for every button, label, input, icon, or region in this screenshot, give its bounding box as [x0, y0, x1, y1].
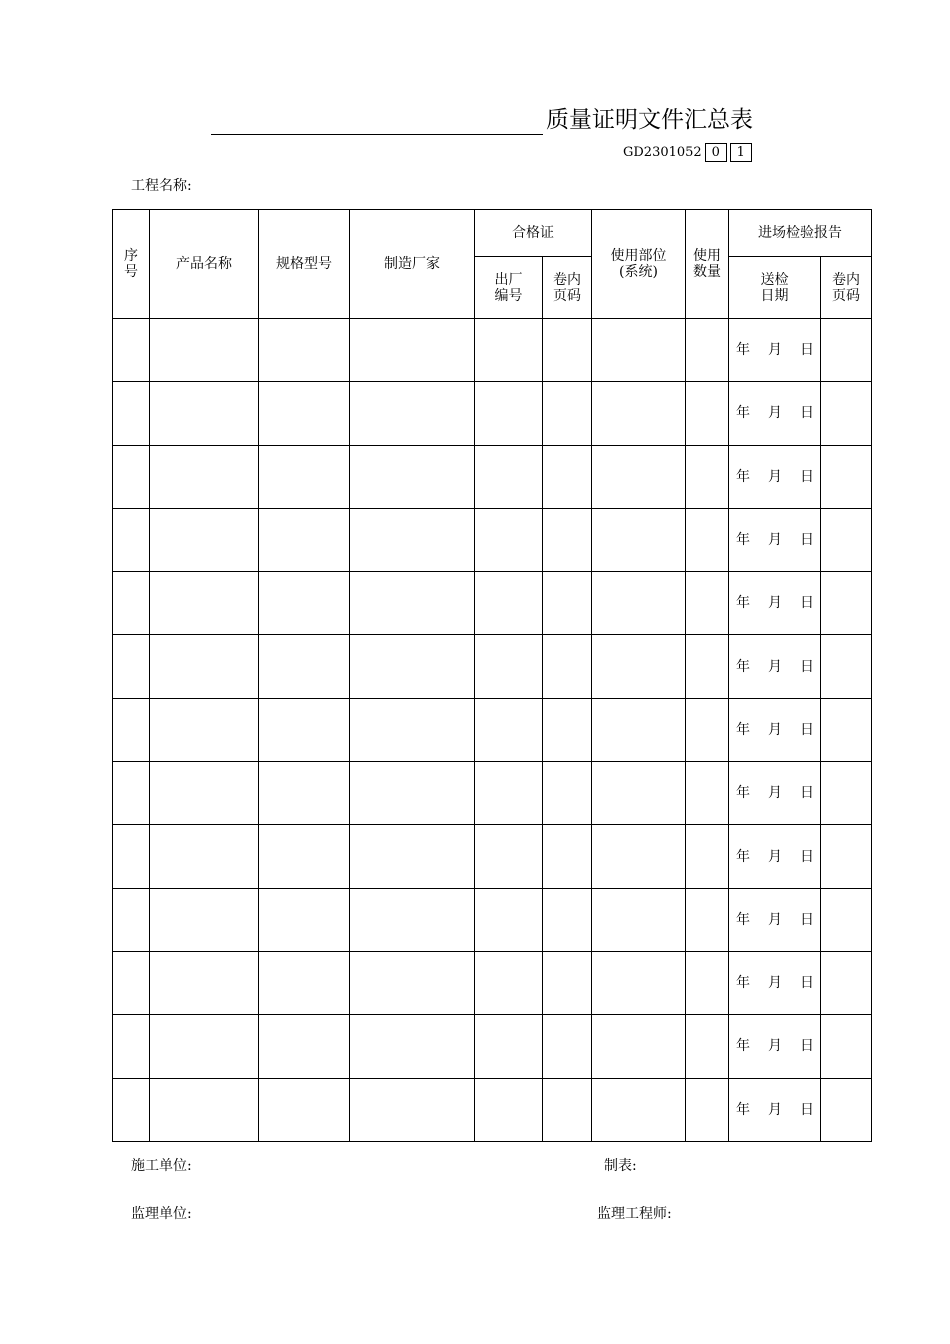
cell-spec[interactable]: [259, 888, 350, 951]
date-day: 日: [800, 405, 814, 422]
cell-report-page[interactable]: [821, 445, 872, 508]
cell-seq[interactable]: [113, 445, 150, 508]
date-placeholder: [729, 405, 820, 421]
cell-report-page[interactable]: [821, 1078, 872, 1141]
cell-usage[interactable]: [592, 698, 686, 761]
construction-unit-label: 施工单位:: [131, 1158, 192, 1174]
date-placeholder: [729, 849, 820, 865]
date-month: 月: [768, 975, 782, 992]
cell-usage[interactable]: [592, 951, 686, 1014]
cell-seq[interactable]: [113, 572, 150, 635]
header-spec: 规格型号: [259, 210, 350, 319]
header-cert-page: [543, 257, 592, 319]
date-month: 月: [768, 1101, 782, 1118]
cell-cert-page[interactable]: [543, 319, 592, 382]
cell-cert-page[interactable]: [543, 698, 592, 761]
date-placeholder: [729, 912, 820, 928]
cell-usage[interactable]: [592, 888, 686, 951]
cell-usage[interactable]: [592, 508, 686, 571]
form-code-box-2: 1: [730, 143, 752, 162]
cell-cert-no[interactable]: [475, 1078, 543, 1141]
cell-cert-no[interactable]: [475, 319, 543, 382]
date-day: 日: [800, 342, 814, 359]
cell-qty[interactable]: [686, 572, 729, 635]
cell-qty[interactable]: [686, 1078, 729, 1141]
cell-cert-no[interactable]: [475, 762, 543, 825]
cell-product[interactable]: [150, 825, 259, 888]
table-row: [113, 445, 872, 508]
table-row: [113, 951, 872, 1014]
form-code: [623, 143, 752, 162]
cell-spec[interactable]: [259, 382, 350, 445]
form-code-box-1: 0: [705, 143, 727, 162]
cell-product[interactable]: [150, 1015, 259, 1078]
date-year: 年: [736, 1038, 750, 1055]
cell-qty[interactable]: [686, 508, 729, 571]
cell-cert-page[interactable]: [543, 825, 592, 888]
date-placeholder: [729, 975, 820, 991]
cell-spec[interactable]: [259, 508, 350, 571]
cell-report-page[interactable]: [821, 951, 872, 1014]
date-day: 日: [800, 658, 814, 675]
cell-spec[interactable]: [259, 572, 350, 635]
header-product: 产品名称: [150, 210, 259, 319]
cell-product[interactable]: [150, 698, 259, 761]
date-placeholder: [729, 469, 820, 485]
cell-product[interactable]: [150, 572, 259, 635]
cell-product[interactable]: [150, 762, 259, 825]
cell-usage[interactable]: [592, 572, 686, 635]
cell-product[interactable]: [150, 888, 259, 951]
header-report-page: [821, 257, 872, 319]
cell-usage[interactable]: [592, 445, 686, 508]
page-title: 质量证明文件汇总表: [546, 107, 753, 133]
cell-seq[interactable]: [113, 508, 150, 571]
cell-cert-no[interactable]: [475, 635, 543, 698]
date-year: 年: [736, 595, 750, 612]
cell-qty[interactable]: [686, 319, 729, 382]
cell-report-page[interactable]: [821, 319, 872, 382]
cell-usage[interactable]: [592, 1015, 686, 1078]
cell-qty[interactable]: [686, 951, 729, 1014]
cell-qty[interactable]: [686, 635, 729, 698]
cell-product[interactable]: [150, 635, 259, 698]
cell-qty[interactable]: [686, 762, 729, 825]
date-month: 月: [768, 785, 782, 802]
date-placeholder: [729, 1038, 820, 1054]
cell-seq[interactable]: [113, 382, 150, 445]
cell-product[interactable]: [150, 1078, 259, 1141]
cell-report-date[interactable]: [729, 319, 821, 382]
cell-seq[interactable]: [113, 1078, 150, 1141]
cell-usage[interactable]: [592, 319, 686, 382]
cell-seq[interactable]: [113, 888, 150, 951]
table-row: [113, 572, 872, 635]
date-year: 年: [736, 1101, 750, 1118]
cell-cert-no[interactable]: [475, 382, 543, 445]
date-placeholder: [729, 532, 820, 548]
cell-spec[interactable]: [259, 951, 350, 1014]
cell-qty[interactable]: [686, 1015, 729, 1078]
cell-maker[interactable]: [350, 508, 475, 571]
cell-qty[interactable]: [686, 382, 729, 445]
date-placeholder: [729, 342, 820, 358]
table-row: [113, 508, 872, 571]
cell-report-date[interactable]: [729, 572, 821, 635]
title-blank-line: [211, 134, 543, 135]
project-name-label: 工程名称:: [131, 178, 192, 194]
cell-report-date[interactable]: [729, 445, 821, 508]
cell-cert-no[interactable]: [475, 508, 543, 571]
date-month: 月: [768, 911, 782, 928]
cell-qty[interactable]: [686, 445, 729, 508]
date-month: 月: [768, 1038, 782, 1055]
cell-report-date[interactable]: [729, 698, 821, 761]
cell-report-date[interactable]: [729, 825, 821, 888]
summary-table: [112, 209, 872, 1142]
cell-usage[interactable]: [592, 762, 686, 825]
table-row: [113, 1015, 872, 1078]
cell-seq[interactable]: [113, 825, 150, 888]
date-placeholder: [729, 659, 820, 675]
cell-maker[interactable]: [350, 1015, 475, 1078]
cell-cert-page[interactable]: [543, 508, 592, 571]
cell-spec[interactable]: [259, 1015, 350, 1078]
cell-usage[interactable]: [592, 1078, 686, 1141]
cell-spec[interactable]: [259, 445, 350, 508]
cell-product[interactable]: [150, 508, 259, 571]
cell-cert-no[interactable]: [475, 951, 543, 1014]
cell-report-page[interactable]: [821, 698, 872, 761]
date-placeholder: [729, 785, 820, 801]
cell-report-date[interactable]: [729, 1078, 821, 1141]
date-day: 日: [800, 595, 814, 612]
cell-maker[interactable]: [350, 319, 475, 382]
date-day: 日: [800, 1101, 814, 1118]
date-year: 年: [736, 658, 750, 675]
cell-cert-no[interactable]: [475, 445, 543, 508]
date-day: 日: [800, 532, 814, 549]
cell-maker[interactable]: [350, 1078, 475, 1141]
cell-maker[interactable]: [350, 382, 475, 445]
cell-product[interactable]: [150, 382, 259, 445]
cell-spec[interactable]: [259, 698, 350, 761]
cell-cert-no[interactable]: [475, 825, 543, 888]
cell-report-date[interactable]: [729, 635, 821, 698]
cell-maker[interactable]: [350, 572, 475, 635]
header-maker: 制造厂家: [350, 210, 475, 319]
cell-report-page[interactable]: [821, 572, 872, 635]
date-year: 年: [736, 405, 750, 422]
cell-maker[interactable]: [350, 951, 475, 1014]
cell-maker[interactable]: [350, 825, 475, 888]
supervising-engineer-label: 监理工程师:: [597, 1206, 672, 1222]
cell-report-page[interactable]: [821, 762, 872, 825]
header-report-page-text: 卷内页码: [832, 271, 860, 304]
date-placeholder: [729, 595, 820, 611]
date-year: 年: [736, 785, 750, 802]
date-year: 年: [736, 468, 750, 485]
date-day: 日: [800, 975, 814, 992]
header-cert-page-text: 卷内页码: [553, 271, 581, 304]
cell-product[interactable]: [150, 445, 259, 508]
header-seq: [113, 210, 150, 319]
cell-cert-no[interactable]: [475, 888, 543, 951]
cell-cert-page[interactable]: [543, 951, 592, 1014]
cell-report-date[interactable]: [729, 888, 821, 951]
cell-report-page[interactable]: [821, 382, 872, 445]
cell-maker[interactable]: [350, 445, 475, 508]
table-row: [113, 762, 872, 825]
cell-product[interactable]: [150, 319, 259, 382]
cell-report-date[interactable]: [729, 951, 821, 1014]
cell-cert-page[interactable]: [543, 1015, 592, 1078]
table-row: [113, 382, 872, 445]
cell-report-page[interactable]: [821, 635, 872, 698]
cell-seq[interactable]: [113, 1015, 150, 1078]
cell-cert-page[interactable]: [543, 1078, 592, 1141]
table-row: [113, 888, 872, 951]
date-year: 年: [736, 848, 750, 865]
cell-cert-page[interactable]: [543, 572, 592, 635]
date-month: 月: [768, 658, 782, 675]
cell-seq[interactable]: [113, 319, 150, 382]
header-cert-no: [475, 257, 543, 319]
cell-cert-no[interactable]: [475, 572, 543, 635]
date-month: 月: [768, 595, 782, 612]
cell-maker[interactable]: [350, 762, 475, 825]
header-qty: [686, 210, 729, 319]
table-row: [113, 1078, 872, 1141]
date-year: 年: [736, 911, 750, 928]
header-report: 进场检验报告: [729, 210, 872, 257]
cell-cert-no[interactable]: [475, 1015, 543, 1078]
date-day: 日: [800, 848, 814, 865]
cell-maker[interactable]: [350, 698, 475, 761]
date-day: 日: [800, 721, 814, 738]
cell-report-date[interactable]: [729, 1015, 821, 1078]
date-placeholder: [729, 722, 820, 738]
cell-report-page[interactable]: [821, 888, 872, 951]
date-month: 月: [768, 468, 782, 485]
cell-product[interactable]: [150, 951, 259, 1014]
cell-cert-no[interactable]: [475, 698, 543, 761]
cell-cert-page[interactable]: [543, 445, 592, 508]
date-month: 月: [768, 405, 782, 422]
date-year: 年: [736, 532, 750, 549]
cell-seq[interactable]: [113, 635, 150, 698]
cell-seq[interactable]: [113, 951, 150, 1014]
cell-qty[interactable]: [686, 698, 729, 761]
cell-maker[interactable]: [350, 635, 475, 698]
date-day: 日: [800, 1038, 814, 1055]
cell-qty[interactable]: [686, 888, 729, 951]
cell-spec[interactable]: [259, 1078, 350, 1141]
cell-spec[interactable]: [259, 825, 350, 888]
date-day: 日: [800, 911, 814, 928]
header-cert: 合格证: [475, 210, 592, 257]
cell-cert-page[interactable]: [543, 382, 592, 445]
cell-seq[interactable]: [113, 762, 150, 825]
cell-usage[interactable]: [592, 382, 686, 445]
cell-usage[interactable]: [592, 825, 686, 888]
cell-report-date[interactable]: [729, 508, 821, 571]
date-month: 月: [768, 532, 782, 549]
cell-report-date[interactable]: [729, 382, 821, 445]
supervision-unit-label: 监理单位:: [131, 1206, 192, 1222]
cell-spec[interactable]: [259, 319, 350, 382]
header-usage-text: 使用部位(系统): [610, 248, 667, 280]
cell-usage[interactable]: [592, 635, 686, 698]
cell-maker[interactable]: [350, 888, 475, 951]
header-usage: [592, 210, 686, 319]
date-day: 日: [800, 785, 814, 802]
cell-cert-page[interactable]: [543, 762, 592, 825]
date-year: 年: [736, 975, 750, 992]
cell-report-date[interactable]: [729, 762, 821, 825]
header-report-date: [729, 257, 821, 319]
cell-cert-page[interactable]: [543, 635, 592, 698]
date-placeholder: [729, 1102, 820, 1118]
date-month: 月: [768, 721, 782, 738]
cell-report-page[interactable]: [821, 825, 872, 888]
prepared-by-label: 制表:: [604, 1158, 637, 1174]
header-report-date-text: 送检日期: [760, 271, 789, 304]
header-seq-text: 序号: [124, 248, 138, 280]
table-row: [113, 319, 872, 382]
cell-seq[interactable]: [113, 698, 150, 761]
form-code-prefix: GD2301052: [623, 144, 702, 160]
date-year: 年: [736, 342, 750, 359]
header-cert-no-text: 出厂编号: [494, 271, 523, 304]
cell-qty[interactable]: [686, 825, 729, 888]
cell-spec[interactable]: [259, 635, 350, 698]
table-row: [113, 698, 872, 761]
cell-report-page[interactable]: [821, 1015, 872, 1078]
date-month: 月: [768, 342, 782, 359]
header-qty-text: 使用数量: [693, 248, 721, 280]
date-year: 年: [736, 721, 750, 738]
cell-report-page[interactable]: [821, 508, 872, 571]
date-day: 日: [800, 468, 814, 485]
cell-cert-page[interactable]: [543, 888, 592, 951]
date-month: 月: [768, 848, 782, 865]
table-row: [113, 635, 872, 698]
table-row: [113, 825, 872, 888]
cell-spec[interactable]: [259, 762, 350, 825]
